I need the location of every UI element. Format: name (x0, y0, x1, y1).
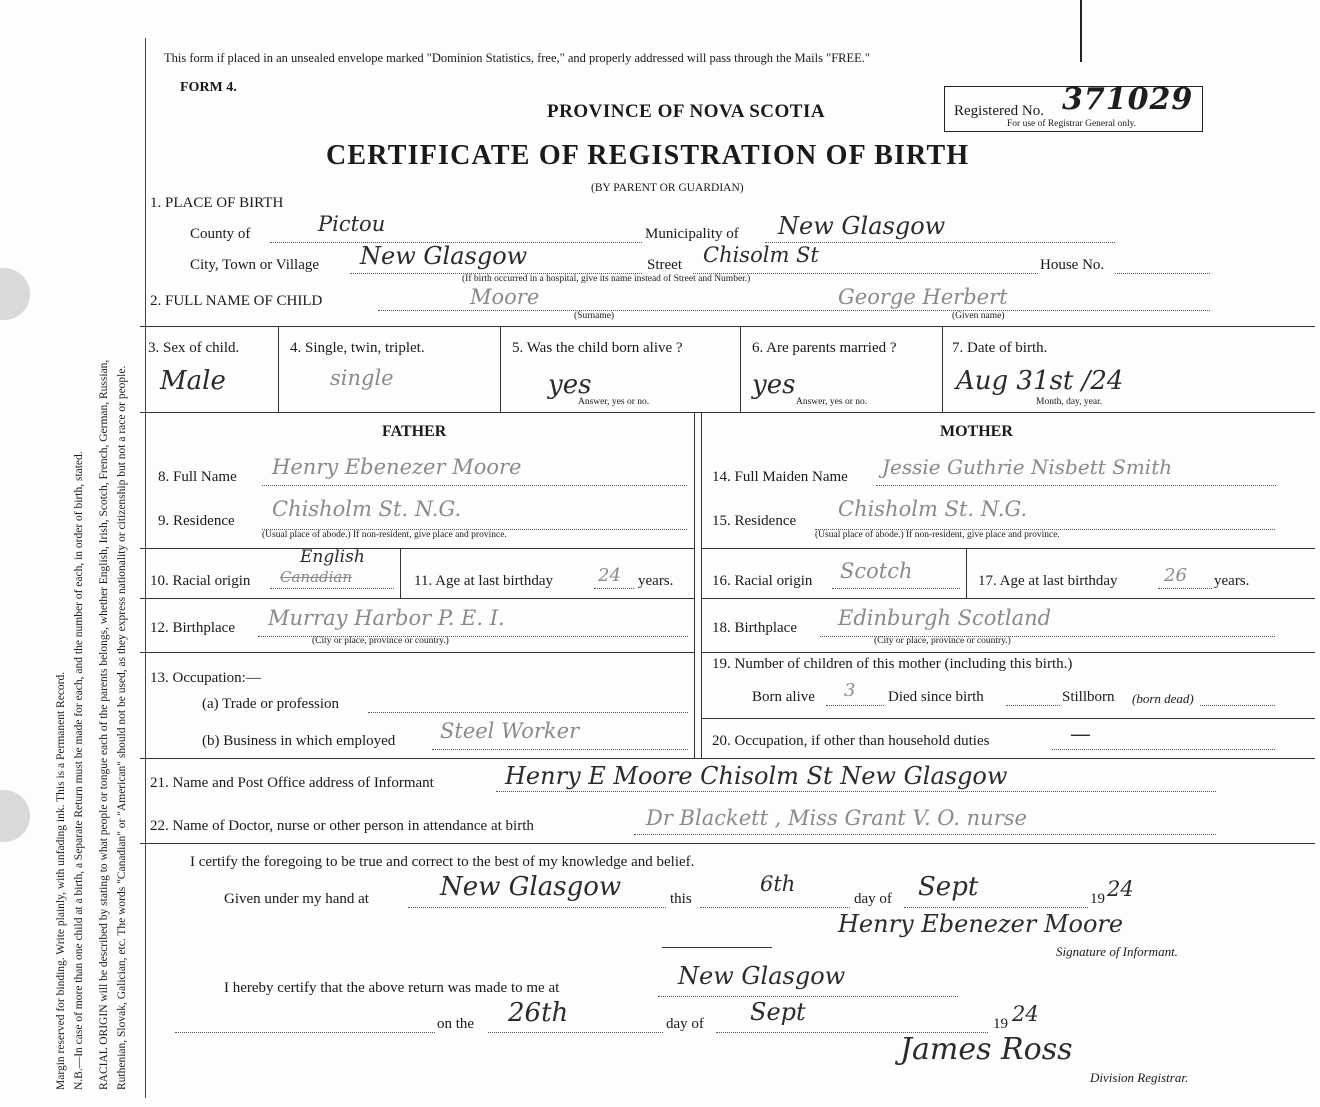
province-title: PROVINCE OF NOVA SCOTIA (547, 101, 826, 122)
rule (701, 412, 702, 758)
given-label: Given under my hand at (224, 891, 369, 907)
municipality-label: Municipality of (645, 226, 739, 242)
day-value: 6th (760, 872, 796, 896)
rule (701, 598, 1315, 599)
mother-residence-value: Chisholm St. N.G. (838, 497, 1028, 521)
informant-value: Henry E Moore Chisolm St New Glasgow (505, 762, 1008, 790)
reg-day-line (488, 1032, 663, 1033)
father-age-label: 11. Age at last birthday (414, 573, 553, 589)
father-birthplace-caption: (City or place, province or country.) (312, 636, 449, 646)
rule (701, 652, 1315, 653)
business-label: (b) Business in which employed (202, 733, 396, 749)
dob-label: 7. Date of birth. (952, 340, 1048, 356)
mother-name-label: 14. Full Maiden Name (712, 469, 848, 485)
father-birthplace-value: Murray Harbor P. E. I. (268, 606, 505, 630)
mother-occupation-line (1052, 749, 1275, 750)
registered-no-label: Registered No. (954, 103, 1044, 119)
father-racial-line (270, 588, 394, 589)
sex-value: Male (160, 366, 226, 396)
rule (500, 326, 501, 412)
rule (140, 652, 694, 653)
certify-statement: I certify the foregoing to be true and correct to the best of my knowledge and belief. (190, 854, 695, 870)
city-label: City, Town or Village (190, 257, 320, 273)
children-label: 19. Number of children of this mother (including this birth.) (712, 656, 1073, 672)
child-given-value: George Herbert (838, 285, 1008, 309)
form-number: FORM 4. (180, 80, 237, 95)
mother-residence-label: 15. Residence (712, 513, 797, 529)
registrar-place-line (658, 996, 958, 997)
certificate-title: CERTIFICATE OF REGISTRATION OF BIRTH (326, 140, 970, 171)
rule (140, 598, 694, 599)
father-racial-label: 10. Racial origin (150, 573, 251, 589)
registrar-signature-caption: Division Registrar. (1090, 1070, 1189, 1085)
dob-value: Aug 31st /24 (956, 366, 1124, 396)
stillborn-line (1200, 705, 1275, 706)
margin-note-1: Margin reserved for binding. Write plainly, with unfading ink. This is a Permanent Record. (55, 671, 67, 1090)
born-alive-label: Born alive (752, 689, 815, 705)
father-name-label: 8. Full Name (158, 469, 237, 485)
mother-racial-value: Scotch (840, 559, 913, 583)
mother-occupation-value: — (1070, 722, 1091, 746)
binding-hole (0, 790, 30, 842)
rule (140, 412, 1315, 413)
father-years: years. (638, 573, 674, 589)
mother-racial-line (832, 588, 960, 589)
postal-note: This form if placed in an unsealed envelope marked "Dominion Statistics, free," and properly addressed will pass through the Mails "FREE." (164, 51, 871, 65)
child-name-label: 2. FULL NAME OF CHILD (150, 293, 323, 309)
doctor-value: Dr Blackett , Miss Grant V. O. nurse (646, 806, 1027, 830)
registrar-note: For use of Registrar General only. (1007, 119, 1137, 129)
this-label: this (670, 891, 692, 907)
informant-line (496, 791, 1216, 792)
father-age-value: 24 (598, 565, 621, 586)
sex-label: 3. Sex of child. (148, 340, 240, 356)
rule (278, 326, 279, 412)
rule (701, 548, 1315, 549)
reg-day-of-label: day of (666, 1016, 704, 1032)
died-line (1006, 705, 1060, 706)
rule (140, 548, 694, 549)
mother-name-line (876, 485, 1276, 486)
doctor-line (634, 834, 1216, 835)
registrar-statement: I hereby certify that the above return was made to me at (224, 980, 560, 996)
father-residence-label: 9. Residence (158, 513, 235, 529)
municipality-value: New Glasgow (778, 212, 946, 240)
trade-label: (a) Trade or profession (202, 696, 340, 712)
father-heading: FATHER (382, 423, 447, 440)
dob-caption: Month, day, year. (1036, 397, 1103, 407)
business-line (432, 749, 688, 750)
rule (140, 843, 1315, 844)
stillborn-label: Stillborn (1062, 689, 1115, 705)
year-value: 24 (1107, 877, 1134, 901)
ink-stroke (1080, 0, 1082, 62)
father-name-value: Henry Ebenezer Moore (272, 455, 522, 479)
rule (694, 412, 695, 758)
alive-value: yes (548, 370, 592, 400)
child-name-line (378, 310, 1210, 311)
plurality-value: single (330, 366, 394, 390)
married-value: yes (752, 370, 796, 400)
registrar-signature: James Ross (900, 1032, 1073, 1067)
informant-label: 21. Name and Post Office address of Informant (150, 775, 434, 791)
mother-birthplace-label: 18. Birthplace (712, 620, 797, 636)
rule (740, 326, 741, 412)
mother-racial-label: 16. Racial origin (712, 573, 813, 589)
trade-line (368, 712, 688, 713)
father-occupation-label: 13. Occupation:— (150, 670, 261, 686)
month-value: Sept (918, 872, 979, 902)
father-residence-value: Chisholm St. N.G. (272, 497, 462, 521)
business-value: Steel Worker (440, 719, 580, 743)
registrar-place: New Glasgow (678, 962, 846, 990)
mother-occupation-label: 20. Occupation, if other than household duties (712, 733, 990, 749)
born-alive-value: 3 (844, 680, 856, 701)
reg-year-prefix: 19 (993, 1016, 1008, 1032)
father-residence-caption: (Usual place of abode.) If non-resident, give place and province. (262, 530, 507, 540)
mother-age-line (1158, 588, 1212, 589)
alive-caption: Answer, yes or no. (578, 397, 650, 407)
rule (140, 758, 1315, 759)
month-line (904, 907, 1088, 908)
place-of-birth-label: 1. PLACE OF BIRTH (150, 195, 284, 211)
rule (701, 718, 1315, 719)
mother-age-value: 26 (1164, 565, 1187, 586)
hospital-note: (If birth occurred in a hospital, give its name instead of Street and Number.) (462, 274, 751, 284)
born-alive-line (826, 705, 884, 706)
margin-note-4: Ruthenian, Slovak, Galician, etc. The words "Canadian" or "American" should not be used, as they express nationality or citizenship but not a race or people. (116, 365, 128, 1090)
doctor-label: 22. Name of Doctor, nurse or other person in attendance at birth (150, 818, 534, 834)
reg-month-value: Sept (750, 998, 806, 1026)
surname-caption: (Surname) (574, 311, 615, 321)
margin-rule (145, 38, 146, 1098)
rule (400, 548, 401, 598)
informant-signature: Henry Ebenezer Moore (838, 910, 1124, 938)
mother-residence-caption: (Usual place of abode.) If non-resident, give place and province. (815, 530, 1060, 540)
house-label: House No. (1040, 257, 1105, 273)
county-label: County of (190, 226, 251, 242)
mother-name-value: Jessie Guthrie Nisbett Smith (882, 455, 1173, 479)
married-caption: Answer, yes or no. (796, 397, 868, 407)
county-value: Pictou (318, 212, 386, 236)
stillborn-note: (born dead) (1132, 691, 1194, 706)
mother-birthplace-value: Edinburgh Scotland (838, 606, 1052, 630)
given-place: New Glasgow (440, 872, 622, 902)
informant-signature-caption: Signature of Informant. (1056, 944, 1178, 959)
father-racial-struck: Canadian (280, 568, 353, 586)
registrar-blank-line (175, 1032, 435, 1033)
binding-hole (0, 268, 30, 320)
street-value: Chisolm St (703, 243, 819, 267)
certificate-subtitle: (BY PARENT OR GUARDIAN) (591, 182, 744, 194)
given-caption: (Given name) (952, 311, 1005, 321)
mother-heading: MOTHER (940, 423, 1013, 440)
street-label: Street (647, 257, 682, 273)
day-of-label: day of (854, 891, 892, 907)
mother-age-label: 17. Age at last birthday (978, 573, 1118, 589)
father-racial-value: English (300, 547, 365, 567)
father-name-line (262, 485, 687, 486)
registered-no-value: 371029 (1062, 82, 1194, 117)
mother-years: years. (1214, 573, 1250, 589)
reg-day-value: 26th (508, 998, 569, 1028)
mother-birthplace-caption: (City or place, province or country.) (874, 636, 1011, 646)
plurality-label: 4. Single, twin, triplet. (290, 340, 425, 356)
on-the-label: on the (437, 1016, 475, 1032)
rule (966, 548, 967, 598)
child-surname-value: Moore (470, 285, 540, 309)
reg-year-value: 24 (1012, 1002, 1039, 1026)
married-label: 6. Are parents married ? (752, 340, 897, 356)
rule (140, 326, 1315, 327)
day-line (700, 907, 850, 908)
margin-note-2: N.B.—In case of more than one child at a birth, a Separate Return must be made for each, and the number of each, in order of birth, stated. (73, 451, 85, 1090)
given-line (408, 907, 666, 908)
alive-label: 5. Was the child born alive ? (512, 340, 683, 356)
year-prefix: 19 (1090, 891, 1105, 907)
rule (662, 947, 772, 948)
city-value: New Glasgow (360, 242, 528, 270)
father-age-line (594, 588, 634, 589)
house-line (1115, 273, 1210, 274)
died-label: Died since birth (888, 689, 984, 705)
rule (942, 326, 943, 412)
father-birthplace-label: 12. Birthplace (150, 620, 235, 636)
margin-note-3: RACIAL ORIGIN will be described by stating to what people or tongue each of the parents belongs, whether English, Irish, Scotch, French, German, Russian, (98, 359, 110, 1090)
